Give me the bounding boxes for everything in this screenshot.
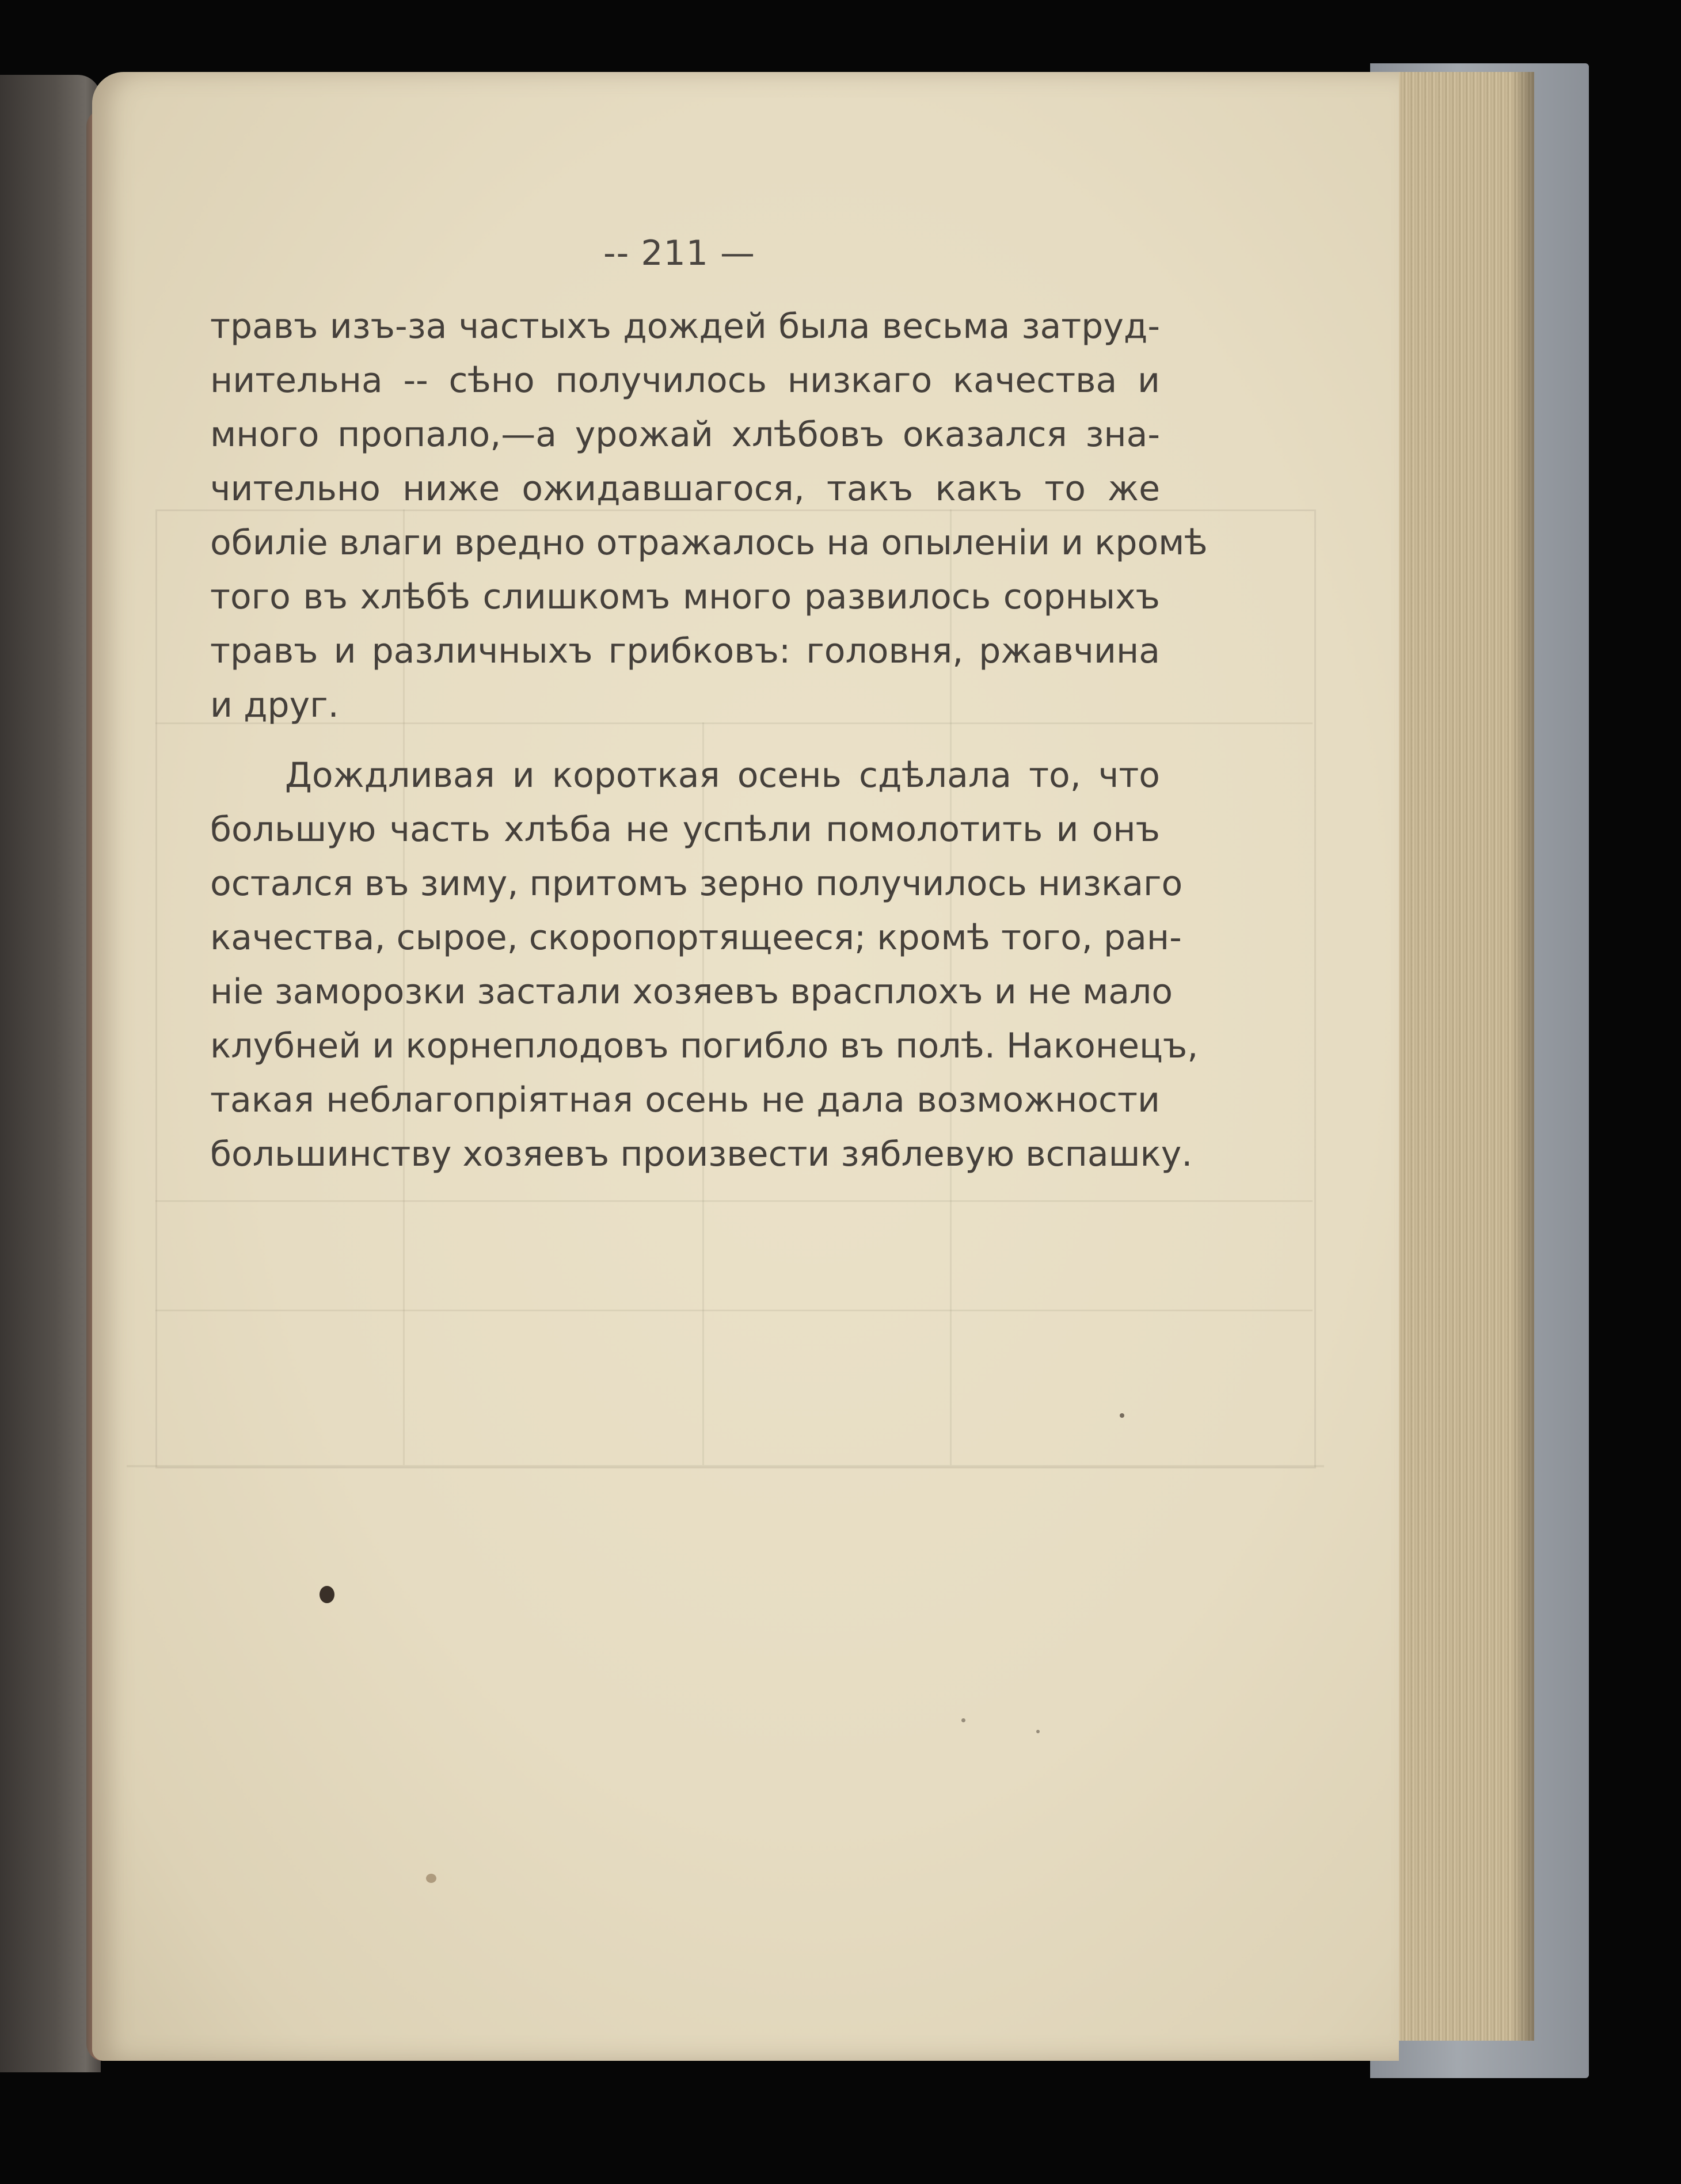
paragraph-gap bbox=[210, 732, 1160, 748]
text-line: большую часть хлѣба не успѣли помолотить и онъ bbox=[210, 809, 1160, 850]
text-line: и друг. bbox=[210, 685, 339, 725]
text-line: качества, сырое, скоропортящееся; кромѣ того, ран- bbox=[210, 918, 1182, 958]
text-line: большинству хозяевъ произвести зяблевую вспашку. bbox=[210, 1134, 1193, 1174]
text-line: травъ изъ-за частыхъ дождей была весьма затруд- bbox=[210, 306, 1160, 347]
text-line: много пропало,—а урожай хлѣбовъ оказался зна- bbox=[210, 414, 1160, 455]
show-through-line bbox=[155, 1310, 1313, 1311]
paper-speck bbox=[1120, 1413, 1124, 1418]
paper-speck bbox=[426, 1874, 436, 1883]
text-line: клубней и корнеплодовъ погибло въ полѣ. Наконецъ, bbox=[210, 1026, 1199, 1066]
page-number: -- 211 — bbox=[603, 233, 755, 273]
text-line: обиліе влаги вредно отражалось на опыленіи и кромѣ bbox=[210, 523, 1208, 563]
paper-speck bbox=[1036, 1730, 1040, 1733]
text-line: чительно ниже ожидавшагося, такъ какъ то же bbox=[210, 469, 1160, 509]
show-through-line bbox=[155, 1200, 1313, 1202]
ink-stain bbox=[320, 1586, 334, 1603]
text-line: нительна -- сѣно получилось низкаго качества и bbox=[210, 360, 1160, 401]
body-text bbox=[210, 299, 1208, 1181]
text-line: ніе заморозки застали хозяевъ врасплохъ и не мало bbox=[210, 972, 1173, 1012]
show-through-line bbox=[127, 1465, 1324, 1467]
text-line: травъ и различныхъ грибковъ: головня, ржавчина bbox=[210, 631, 1160, 671]
paper-speck bbox=[961, 1718, 965, 1722]
page-stack-shadow bbox=[1511, 72, 1534, 2041]
text-line: остался въ зиму, притомъ зерно получилось низкаго bbox=[210, 863, 1183, 904]
text-line: Дождливая и короткая осень сдѣлала то, что bbox=[285, 755, 1160, 796]
left-page-edge bbox=[0, 75, 101, 2072]
paragraph-2 bbox=[210, 748, 1199, 1181]
text-line: такая неблагопріятная осень не дала возможности bbox=[210, 1080, 1160, 1120]
paragraph-1 bbox=[210, 299, 1208, 732]
text-line: того въ хлѣбѣ слишкомъ много развилось сорныхъ bbox=[210, 577, 1160, 617]
